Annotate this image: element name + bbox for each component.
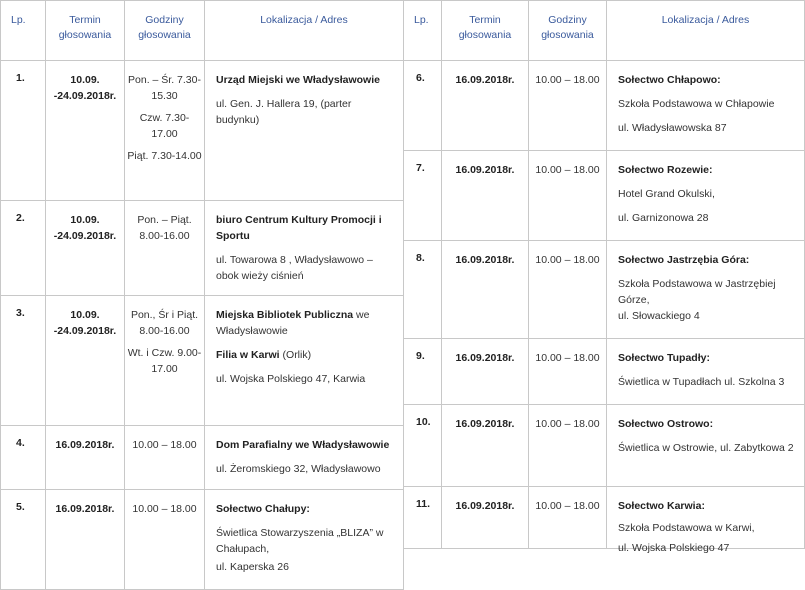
row-term: 10.09. -24.09.2018r. — [46, 201, 125, 296]
location-address: Świetlica w Tupadłach ul. Szkolna 3 — [618, 376, 785, 388]
row-hours: Pon. – Piąt. 8.00-16.00 — [125, 201, 205, 296]
row-hours: 10.00 – 18.00 — [529, 151, 607, 241]
location-address: ul. Władysławowska 87 — [618, 122, 727, 134]
table-row — [1, 296, 404, 426]
row-location — [607, 61, 805, 151]
row-location: Miejska Bibliotek Publiczna we Władysławowie Filia w Karwi (Orlik) ul. Wojska Polskiego 47, Karwia — [205, 296, 404, 426]
header-location: Lokalizacja / Adres — [607, 1, 805, 61]
header-lp: Lp. — [1, 1, 46, 61]
row-term: 16.09.2018r. — [46, 426, 125, 490]
location-address: ul. Wojska Polskiego 47, Karwia — [216, 373, 366, 385]
table-row — [404, 405, 805, 487]
row-hours: 10.00 – 18.00 — [529, 339, 607, 405]
row-term: 16.09.2018r. — [46, 490, 125, 590]
location-name: Miejska Bibliotek Publiczna — [216, 309, 354, 321]
table-header-row — [1, 1, 404, 61]
location-name: Dom Parafialny we Władysławowie — [216, 439, 390, 451]
location-name: Sołectwo Chałupy: — [216, 503, 310, 515]
row-term: 10.09. -24.09.2018r. — [46, 296, 125, 426]
location-name: Sołectwo Karwia: — [618, 500, 705, 512]
table-row — [1, 490, 404, 590]
row-number: 10. — [404, 405, 442, 487]
location-address: ul. Gen. J. Hallera 19, (parter budynku) — [216, 98, 352, 126]
header-hours: Godziny głosowania — [125, 1, 205, 61]
row-hours: Pon., Śr i Piąt. 8.00-16.00 Wt. i Czw. 9.00-17.00 — [125, 296, 205, 426]
location-address: Świetlica Stowarzyszenia „BLIZA” w Chałupach, — [216, 527, 384, 555]
location-name: Sołectwo Chłapowo: — [618, 74, 721, 86]
row-number: 8. — [404, 241, 442, 339]
row-number: 11. — [404, 487, 442, 549]
row-hours: 10.00 – 18.00 — [125, 490, 205, 590]
row-number: 4. — [1, 426, 46, 490]
table-row — [404, 151, 805, 241]
table-row — [1, 201, 404, 296]
table-row — [404, 61, 805, 151]
row-location — [607, 339, 805, 405]
row-number: 7. — [404, 151, 442, 241]
location-address: ul. Wojska Polskiego 47 — [618, 542, 730, 554]
row-term: 16.09.2018r. — [442, 61, 529, 151]
location-address: Szkoła Podstawowa w Karwi, — [618, 522, 755, 534]
header-term: Termin głosowania — [442, 1, 529, 61]
row-term: 10.09. -24.09.2018r. — [46, 61, 125, 201]
row-location — [205, 61, 404, 201]
location-name: Urząd Miejski we Władysławowie — [216, 74, 380, 86]
location-address: ul. Garnizonowa 28 — [618, 212, 709, 224]
row-number: 2. — [1, 201, 46, 296]
row-hours: Pon. – Śr. 7.30-15.30 Czw. 7.30-17.00 Piąt. 7.30-14.00 — [125, 61, 205, 201]
location-address: Szkoła Podstawowa w Chłapowie — [618, 98, 775, 110]
header-term: Termin głosowania — [46, 1, 125, 61]
table-row — [1, 61, 404, 201]
row-number: 3. — [1, 296, 46, 426]
table-header-row — [404, 1, 805, 61]
row-term: 16.09.2018r. — [442, 241, 529, 339]
row-location — [607, 487, 805, 554]
row-term: 16.09.2018r. — [442, 339, 529, 405]
table-row — [404, 487, 805, 549]
row-location — [607, 151, 805, 241]
location-name: Sołectwo Ostrowo: — [618, 418, 714, 430]
row-term: 16.09.2018r. — [442, 405, 529, 487]
row-term: 16.09.2018r. — [442, 151, 529, 241]
location-name: biuro Centrum Kultury Promocji i Sportu — [216, 214, 382, 242]
location-address: Szkoła Podstawowa w Jastrzębiej Górze, ul. Słowackiego 4 — [618, 278, 776, 322]
row-hours: 10.00 – 18.00 — [529, 61, 607, 151]
row-location — [205, 201, 404, 296]
location-address: ul. Towarowa 8 , Władysławowo – obok wieży ciśnień — [216, 254, 373, 282]
header-location: Lokalizacja / Adres — [205, 1, 404, 61]
location-name: Sołectwo Jastrzębia Góra: — [618, 254, 750, 266]
table-row — [1, 426, 404, 490]
voting-locations-table-right — [403, 0, 805, 554]
table-row — [404, 339, 805, 405]
row-location — [607, 241, 805, 339]
header-lp: Lp. — [404, 1, 442, 61]
location-name: Sołectwo Tupadły: — [618, 352, 710, 364]
row-hours: 10.00 – 18.00 — [529, 487, 607, 549]
location-address: Świetlica w Ostrowie, ul. Zabytkowa 2 — [618, 442, 794, 454]
row-number: 9. — [404, 339, 442, 405]
row-hours: 10.00 – 18.00 — [529, 241, 607, 339]
row-location — [205, 490, 404, 590]
row-location — [607, 405, 805, 487]
location-name: Sołectwo Rozewie: — [618, 164, 713, 176]
table-row — [404, 241, 805, 339]
branch-name: Filia w Karwi — [216, 349, 280, 361]
row-number: 5. — [1, 490, 46, 590]
row-hours: 10.00 – 18.00 — [125, 426, 205, 490]
location-address: ul. Żeromskiego 32, Władysławowo — [216, 463, 381, 475]
row-term: 16.09.2018r. — [442, 487, 529, 549]
row-hours: 10.00 – 18.00 — [529, 405, 607, 487]
header-hours: Godziny głosowania — [529, 1, 607, 61]
location-address: Hotel Grand Okulski, — [618, 188, 715, 200]
row-number: 1. — [1, 61, 46, 201]
row-number: 6. — [404, 61, 442, 151]
row-location — [205, 426, 404, 490]
location-address: ul. Kaperska 26 — [216, 561, 289, 573]
